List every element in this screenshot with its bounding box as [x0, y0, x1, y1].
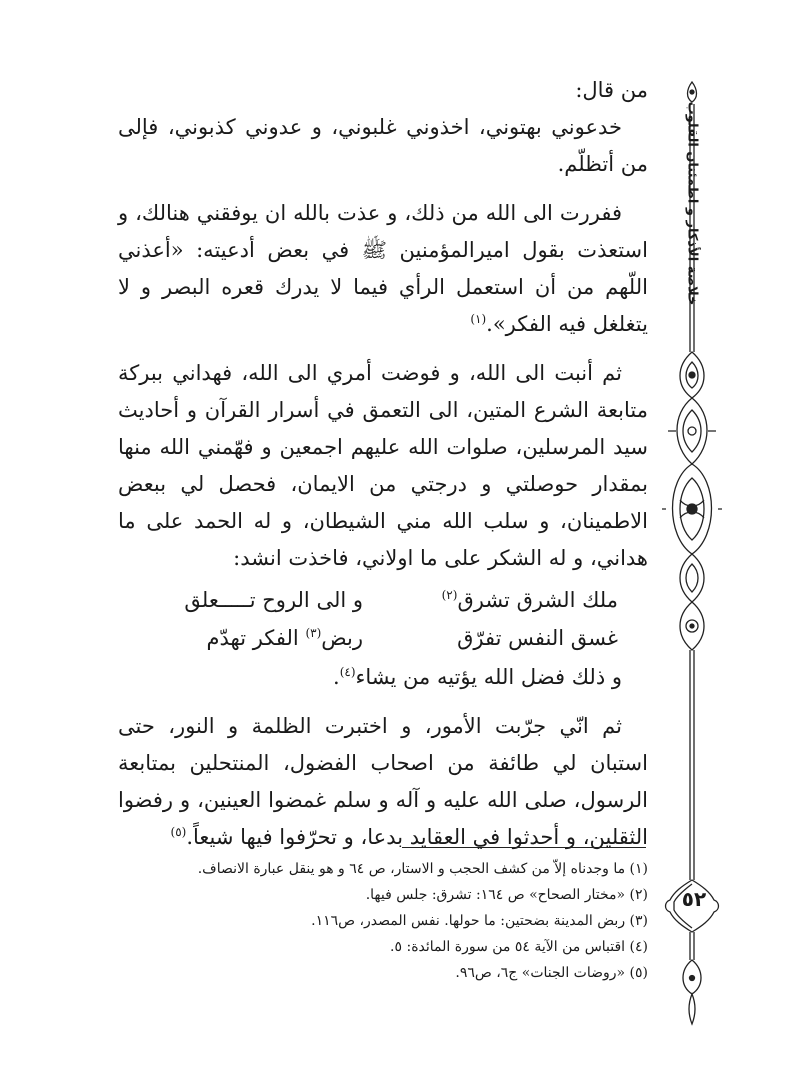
page-number: ٥٢ [681, 887, 707, 911]
poem [118, 581, 648, 657]
paragraph: ثم انّي جرّبت الأمور، و اختبرت الظلمة و النور، حتى استبان لي طائفة من اصحاب الفضول، المنتحلين بمتابعة الرسول، صلى الله عليه و آله و سلم غمضوا العينين، و رفضوا الثقلين، و أحدثوا في العقايد بدعا، و تحرّفوا فيها شيعاً.$^{(٥)}$ [118, 714, 648, 849]
footnote: (٣) ربض المدينة بضحتين: ما حولها. نفس المصدر، ص١١٦. [311, 913, 648, 929]
poem-hemistich: ملك الشرق تشرق$^{(٢)}$ [441, 588, 618, 612]
paragraph: و ذلك فضل الله يؤتيه من يشاء$^{(٤)}$. [333, 665, 622, 689]
paragraph: من قال: [575, 78, 648, 102]
paragraph: ففررت الى الله من ذلك، و عذت بالله ان يوفقني هنالك، و استعذت بقول اميرالمؤمنين ﷺ في بعض أدعيته: «أعذني اللّهم من أن استعمل الرأي فيما لا يدرك قعره البصر و لا يتغلغل فيه الفكر».$^{(١)}$ [118, 201, 648, 336]
main-text [118, 72, 648, 856]
poem-hemistich: و الى الروح تـــــعلق [184, 588, 363, 612]
footnote-separator [402, 847, 646, 848]
paragraph: ثم أنبت الى الله، و فوضت أمري الى الله، فهداني ببركة متابعة الشرع المتين، الى التعمق في أسرار القرآن و أحاديث سيد المرسلين، صلوات الله عليهم اجمعين و فهّمني الله منها بمقدار حوصلتي و درجتي من الايمان، فحصل لي ببعض الاطمينان، و سلب الله مني الشيطان، و له الحمد على ما هداني، و له الشكر على ما اولاني، فاخذت انشد: [118, 361, 648, 570]
footnote: (٤) اقتباس من الآية ٥٤ من سورة المائدة: ٥. [390, 939, 648, 955]
running-title: خلاصة الأذكار و اطمئنان القلوب [684, 101, 700, 305]
paragraph: خدعوني بهتوني، اخذوني غلبوني، و عدوني كذبوني، فإلى من أتظلّم. [118, 115, 648, 176]
footnote: (٢) «مختار الصحاح» ص ١٦٤: تشرق: جلس فيها. [365, 887, 648, 903]
footnote: (١) ما وجدناه إلاّ من كشف الحجب و الاستار، ص ٦٤ و هو ينقل عبارة الانصاف. [197, 861, 648, 877]
poem-hemistich: غسق النفس تفرّق [457, 626, 618, 650]
footnote-ref: (٢) [441, 588, 458, 602]
footnote-ref: (١) [470, 312, 487, 326]
footnote-ref: (٤) [339, 665, 356, 679]
footnote-ref: (٥) [170, 825, 187, 839]
footnote: (٥) «روضات الجنات» ج٦، ص٩٦. [455, 965, 648, 981]
footnote-ref: (٣) [305, 626, 322, 640]
poem-hemistich: ربض$^{(٣)}$ الفكر تهدّم [206, 626, 363, 650]
footnotes [140, 856, 648, 986]
